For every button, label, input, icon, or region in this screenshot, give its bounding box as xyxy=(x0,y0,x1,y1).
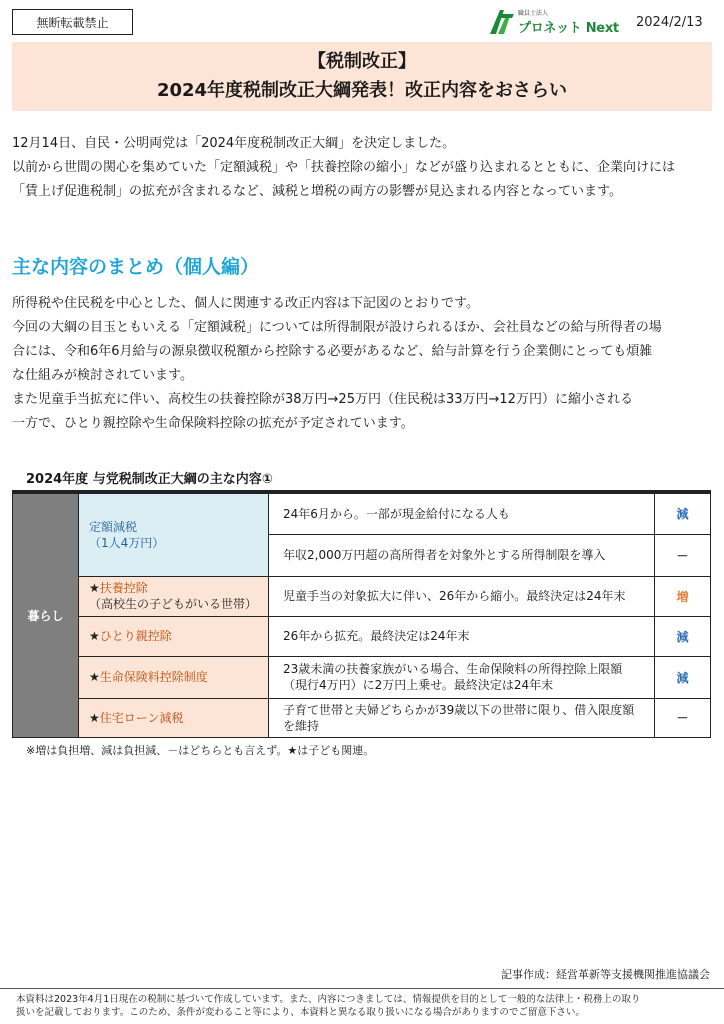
disclaimer-line: 扱いを記載しております。このため、条件が変わること等により、本資料と異なる取り扱いになる場合がありますのでご留意下さい。 xyxy=(16,1007,585,1018)
impact-flag: 減 xyxy=(655,616,711,656)
item-label: 定額減税 xyxy=(89,519,138,534)
section-body xyxy=(12,292,714,436)
desc-line: （現行4万円）に2万円上乗せ。最終決定は24年末 xyxy=(283,678,554,692)
body-line: 所得税や住民税を中心とした、個人に関連する改正内容は下記図のとおりです。 xyxy=(12,296,479,311)
table-row xyxy=(13,576,711,616)
table-row xyxy=(13,656,711,698)
body-line: 一方で、ひとり親控除や生命保険料控除の拡充が予定されています。 xyxy=(12,416,414,431)
title-tag: 【税制改正】 xyxy=(308,51,416,72)
item-sublabel: （1人4万円） xyxy=(89,535,165,550)
no-reprint-badge: 無断転載禁止 xyxy=(12,9,133,35)
table-row xyxy=(13,698,711,737)
body-line: 合には、令和6年6月給与の源泉徴収税額から控除する必要があるなど、給与計算を行う企業側にとっても煩雑 xyxy=(12,344,653,359)
table-row xyxy=(13,492,711,534)
logo-mark-icon xyxy=(488,8,516,36)
intro-line: 以前から世間の関心を集めていた「定額減税」や「扶養控除の縮小」などが盛り込まれるとともに、企業向けには xyxy=(12,160,676,175)
item-description: 年収2,000万円超の高所得者を対象外とする所得制限を導入 xyxy=(269,534,655,576)
child-related-star-icon: ★ xyxy=(89,629,100,643)
impact-flag: － xyxy=(655,534,711,576)
item-sublabel: （高校生の子どもがいる世帯） xyxy=(89,597,258,611)
item-label-flat-tax-cut xyxy=(79,492,269,576)
intro-line: 「賃上げ促進税制」の拡充が含まれるなど、減税と増税の両方の影響が見込まれる内容となっています。 xyxy=(12,184,622,199)
item-label-single-parent xyxy=(79,616,269,656)
item-label-life-insurance xyxy=(79,656,269,698)
item-label: 生命保険料控除制度 xyxy=(99,670,208,684)
disclaimer-line: 本資料は2023年4月1日現在の税制に基づいて作成しています。また、内容につきましては、情報提供を目的として一般的な法律上・税務上の取り xyxy=(16,994,641,1005)
page-title: 2024年度税制改正大綱発表！改正内容をおさらい xyxy=(156,80,568,101)
item-label: 住宅ローン減税 xyxy=(99,710,184,725)
desc-line: を維持 xyxy=(283,718,320,733)
category-cell: 暮らし xyxy=(13,492,79,737)
section-title: 主な内容のまとめ（個人編） xyxy=(12,256,260,278)
impact-flag: 減 xyxy=(655,492,711,534)
article-credit: 記事作成：経営革新等支援機関推進協議会 xyxy=(501,968,710,981)
intro-paragraph xyxy=(12,132,714,204)
child-related-star-icon: ★ xyxy=(89,670,100,684)
tax-reform-table xyxy=(12,490,711,738)
intro-line: 12月14日、自民・公明両党は「2024年度税制改正大綱」を決定しました。 xyxy=(12,136,456,151)
disclaimer-footer xyxy=(0,988,724,1019)
table-caption: 2024年度 与党税制改正大綱の主な内容① xyxy=(26,472,273,487)
child-related-star-icon: ★ xyxy=(89,581,100,595)
body-line: な仕組みが検討されています。 xyxy=(12,368,193,383)
company-logo xyxy=(488,6,628,38)
body-line: 今回の大綱の目玉ともいえる「定額減税」については所得制限が設けられるほか、会社員などの給与所得者の場 xyxy=(12,320,662,335)
body-line: また児童手当拡充に伴い、高校生の扶養控除が38万円→25万円（住民税は33万円→12万円）に縮小される xyxy=(12,392,633,407)
desc-line: 23歳未満の扶養家族がいる場合、生命保険料の所得控除上限額 xyxy=(283,662,623,676)
item-label-dependent-deduction xyxy=(79,576,269,616)
impact-flag: 増 xyxy=(655,576,711,616)
item-label: ひとり親控除 xyxy=(99,629,172,643)
issue-date: 2024/2/13 xyxy=(636,15,703,30)
item-description: 児童手当の対象拡大に伴い、26年から縮小。最終決定は24年末 xyxy=(269,576,655,616)
item-label: 扶養控除 xyxy=(99,581,148,595)
item-description xyxy=(269,656,655,698)
impact-flag: 減 xyxy=(655,656,711,698)
table-note: ※増は負担増、減は負担減、－はどちらとも言えず。★は子ども関連。 xyxy=(26,744,375,757)
child-related-star-icon: ★ xyxy=(89,710,100,725)
logo-corp-text: 職員士法人 xyxy=(518,10,549,17)
desc-line: 子育て世帯と夫婦どちらかが39歳以下の世帯に限り、借入限度額 xyxy=(283,702,635,717)
logo-brand-text: プロネット Next xyxy=(518,21,619,36)
table-row xyxy=(13,616,711,656)
item-description: 26年から拡充。最終決定は24年末 xyxy=(269,616,655,656)
title-banner xyxy=(12,42,712,111)
item-description: 24年6月から。一部が現金給付になる人も xyxy=(269,492,655,534)
item-description xyxy=(269,698,655,737)
impact-flag: － xyxy=(655,698,711,737)
item-label-housing-loan xyxy=(79,698,269,737)
